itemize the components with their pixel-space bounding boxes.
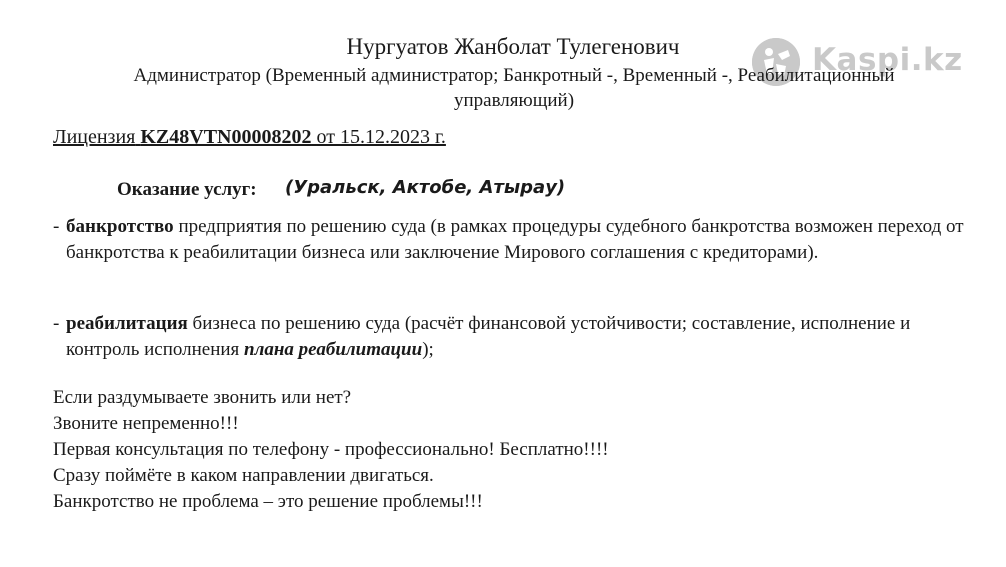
service-emphasis: плана реабилитации bbox=[244, 339, 423, 360]
closing-line: Первая консультация по телефону - профессионально! Бесплатно!!!! bbox=[53, 439, 609, 460]
services-label: Оказание услуг: bbox=[117, 179, 257, 200]
watermark-text: Kaspi.kz bbox=[812, 42, 963, 78]
services-cities: (Уральск, Актобе, Атырау) bbox=[285, 177, 566, 198]
closing-line: Банкротство не проблема – это решение проблемы!!! bbox=[53, 491, 483, 512]
service-item-bankruptcy bbox=[53, 214, 983, 266]
service-item-rehabilitation bbox=[53, 311, 983, 363]
license-label: Лицензия bbox=[53, 126, 136, 148]
service-title: банкротство bbox=[66, 216, 174, 237]
license-number: KZ48VTN00008202 bbox=[140, 126, 312, 148]
license-date: от 15.12.2023 г. bbox=[316, 126, 446, 148]
service-description-tail: ); bbox=[422, 339, 434, 360]
closing-text bbox=[53, 385, 609, 515]
bullet-dash: - bbox=[53, 313, 60, 334]
person-role: Администратор (Временный администратор; Банкротный -, Временный -, Реабилитационный управляющий) bbox=[133, 65, 895, 111]
closing-line: Сразу поймёте в каком направлении двигаться. bbox=[53, 465, 434, 486]
service-description: предприятия по решению суда (в рамках процедуры судебного банкротства возможен переход от банкротства к реабилитации бизнеса или заключение Мирового соглашения с кредиторами). bbox=[66, 216, 964, 263]
license-line bbox=[53, 125, 446, 149]
service-description: бизнеса по решению суда (расчёт финансовой устойчивости; составление, исполнение и контроль исполнения bbox=[66, 313, 911, 360]
closing-line: Если раздумываете звонить или нет? bbox=[53, 387, 352, 408]
person-name: Нургуатов Жанболат Тулегенович bbox=[346, 34, 680, 59]
service-title: реабилитация bbox=[66, 313, 188, 334]
closing-line: Звоните непременно!!! bbox=[53, 413, 239, 434]
bullet-dash: - bbox=[53, 216, 60, 237]
